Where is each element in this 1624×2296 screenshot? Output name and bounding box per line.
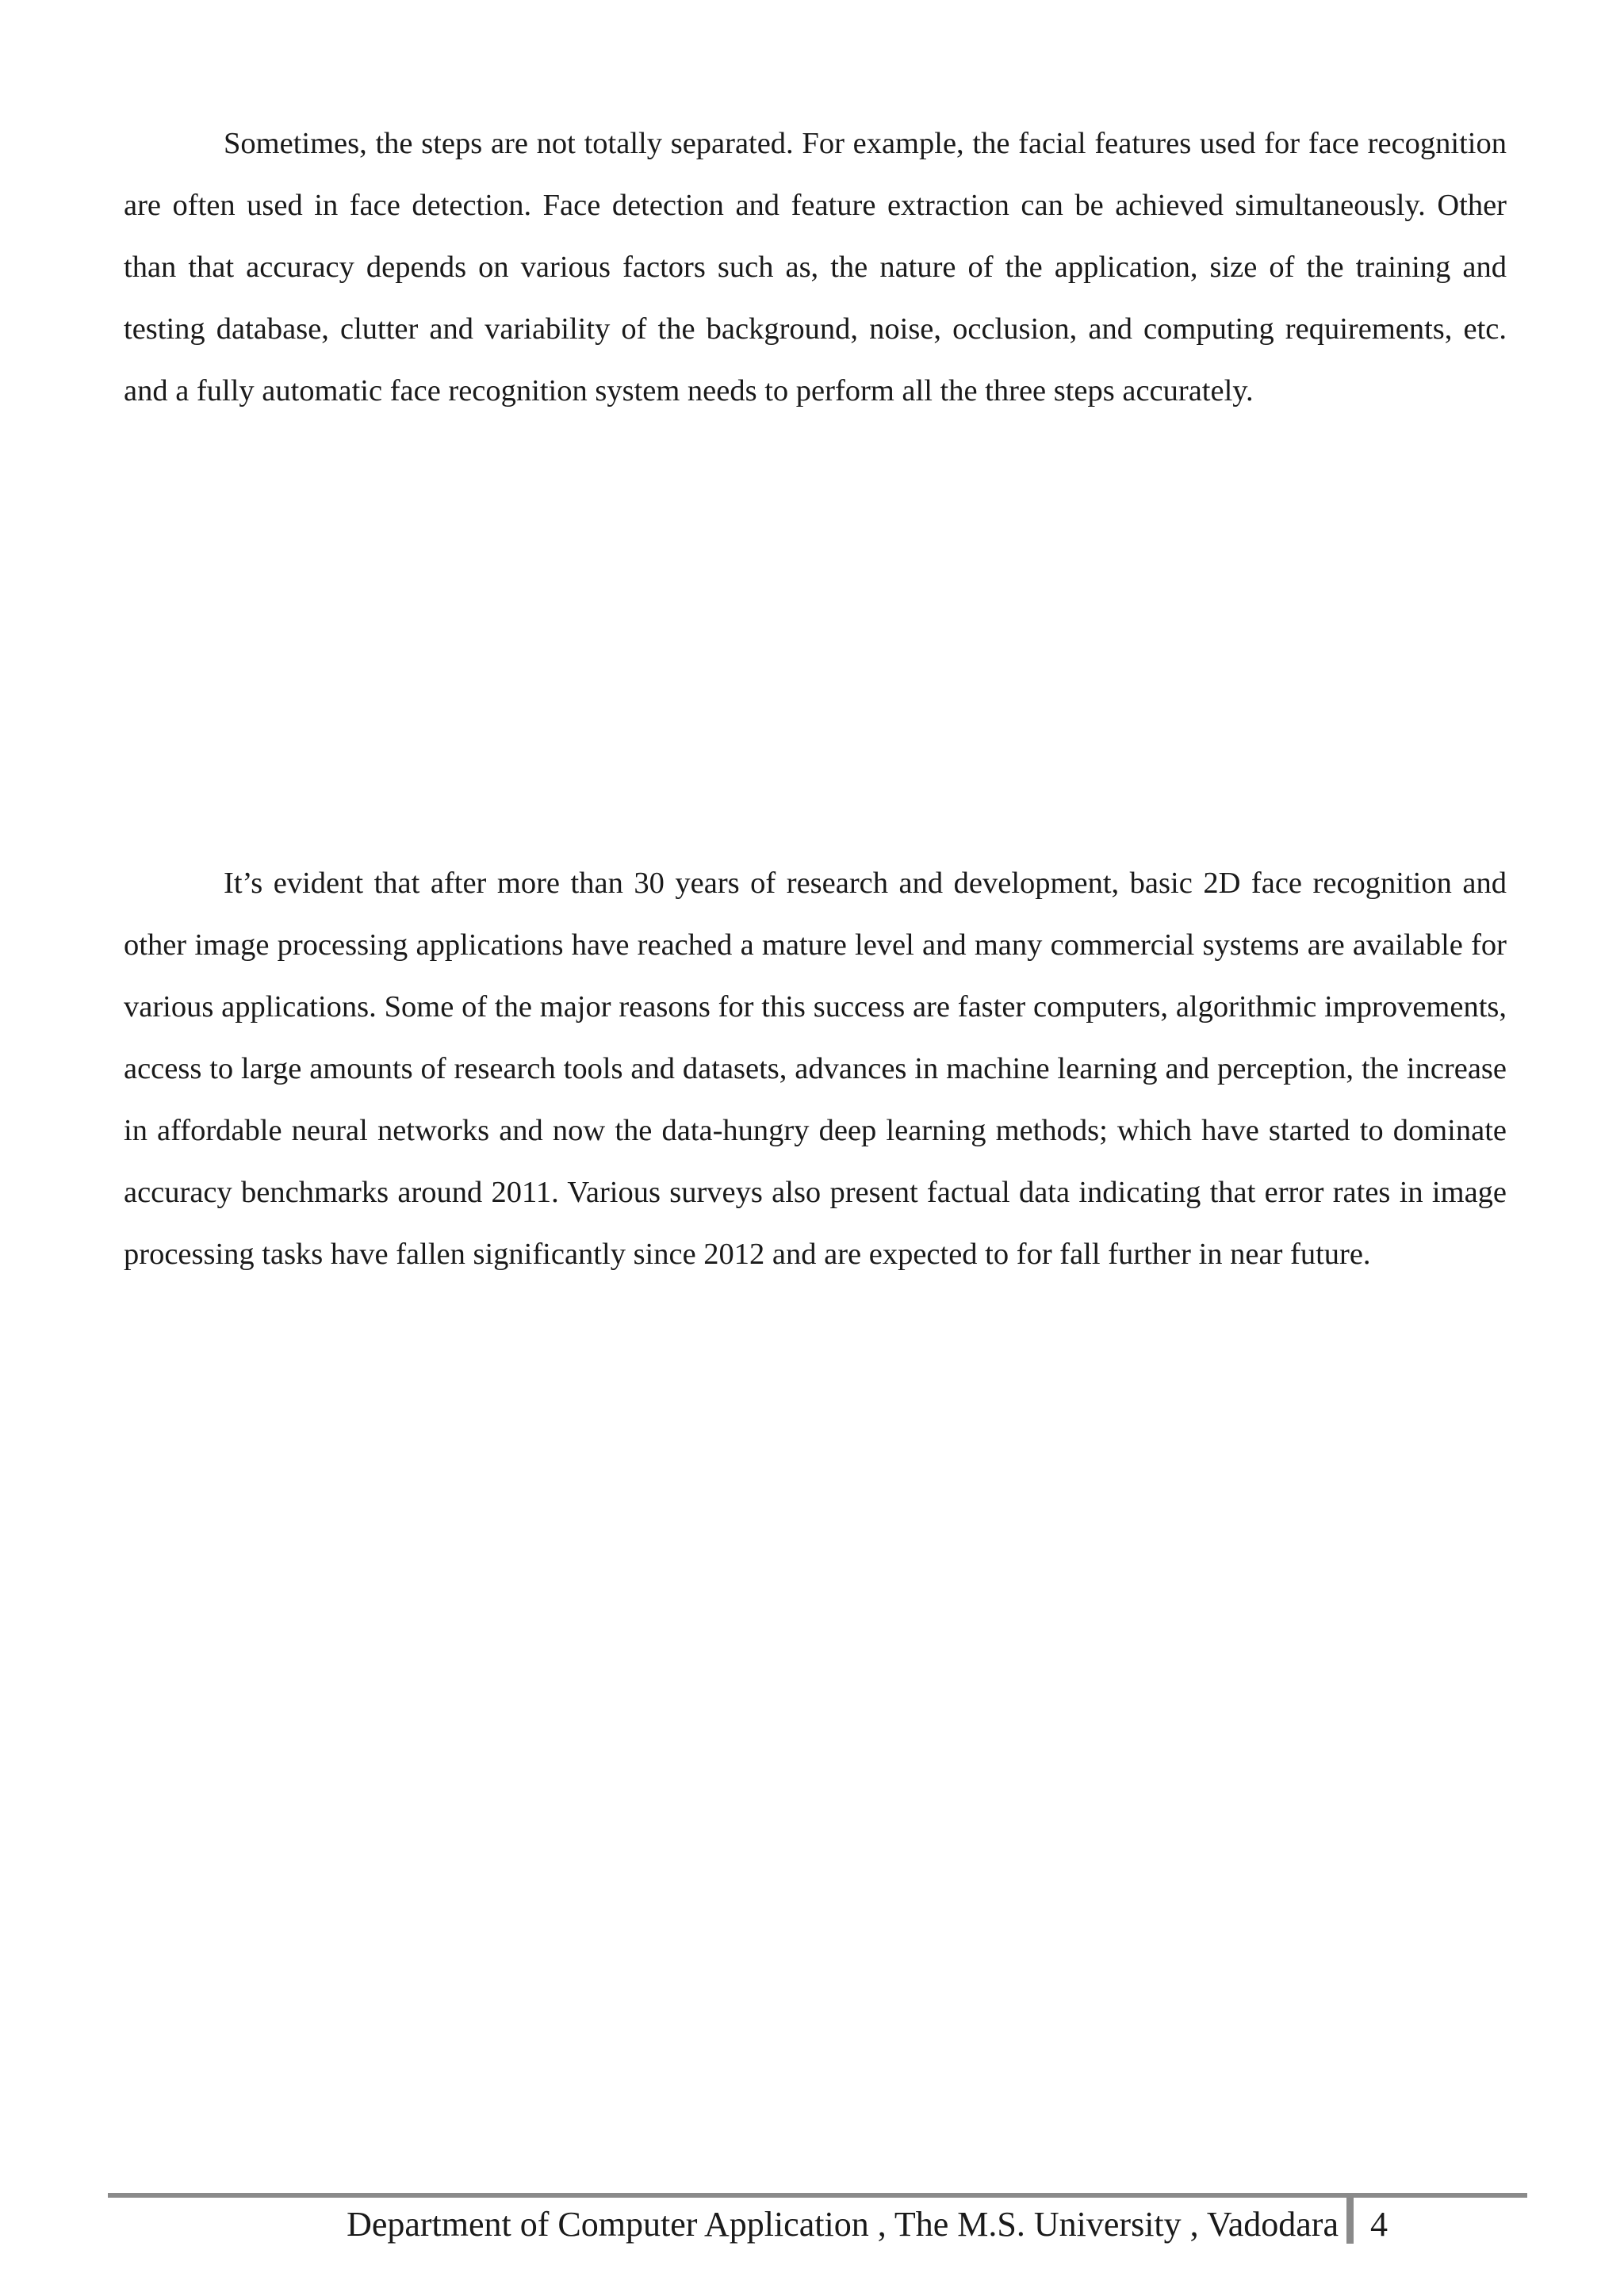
- body-paragraph-1: Sometimes, the steps are not totally separated. For example, the facial features used for face recognition are often used in face detection. Face detection and feature extraction can be achieved simultaneously. Other than that accuracy depends on various factors such as, the nature of the application, size of the training and testing database, clutter and variability of the background, noise, occlusion, and computing requirements, etc. and a fully automatic face recognition system needs to perform all the three steps accurately.: [124, 127, 1507, 408]
- body-paragraph-2: It’s evident that after more than 30 years of research and development, basic 2D face recognition and other image processing applications have reached a mature level and many commercial systems are available for various applications. Some of the major reasons for this success are faster computers, algorithmic improvements, access to large amounts of research tools and datasets, advances in machine learning and perception, the increase in affordable neural networks and now the data-hungry deep learning methods; which have started to dominate accuracy benchmarks around 2011. Various surveys also present factual data indicating that error rates in image processing tasks have fallen significantly since 2012 and are expected to for fall further in near future.: [124, 867, 1507, 1271]
- page-footer: [108, 2198, 1527, 2253]
- footer-divider: [1346, 2198, 1354, 2244]
- page-number: 4: [1370, 2205, 1388, 2244]
- footer-department-text: Department of Computer Application , The M.S. University , Vadodara: [347, 2205, 1339, 2244]
